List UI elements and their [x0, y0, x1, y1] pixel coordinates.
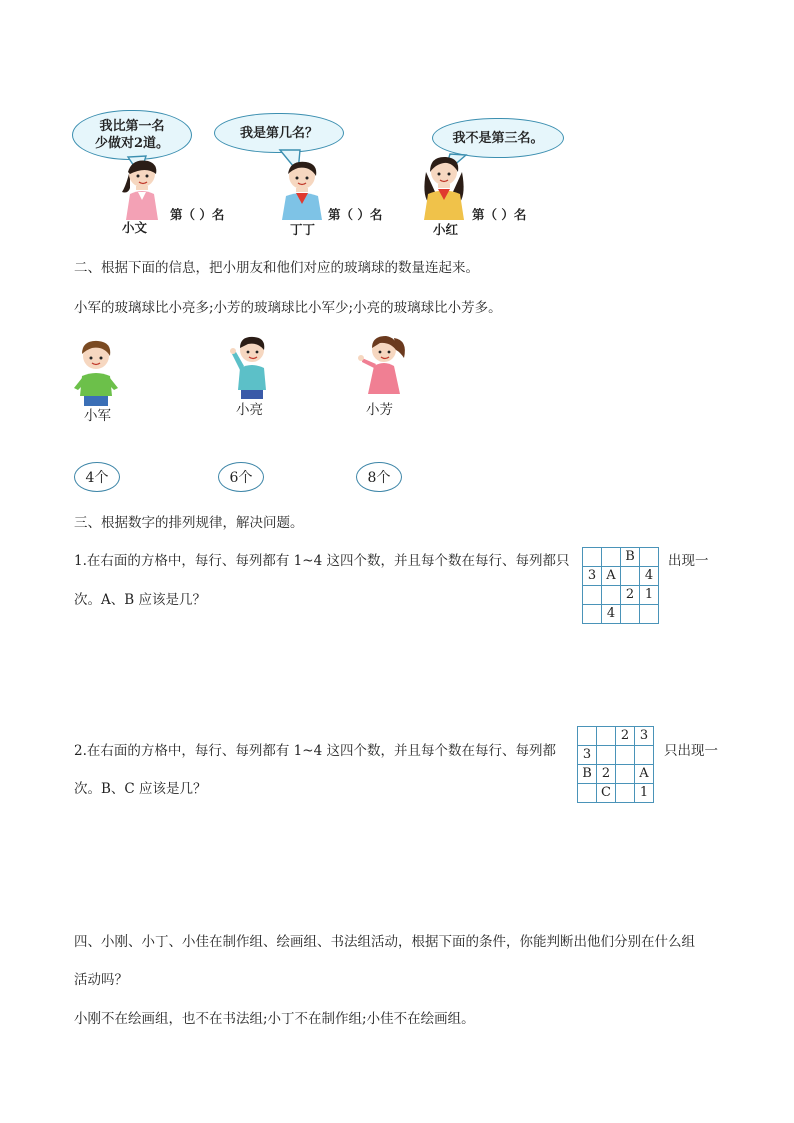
marble-count-8[interactable]: 8个	[356, 462, 402, 492]
grid-cell: 1	[635, 784, 654, 803]
grid-row	[583, 586, 659, 605]
grid-cell: 3	[578, 746, 597, 765]
grid-cell	[640, 605, 659, 624]
boy-xiaoliang-illustration	[228, 334, 272, 400]
question-2-line-2: 次。B、C 应该是几？	[74, 781, 207, 797]
kid-name-xiaowen: 小文	[122, 220, 148, 235]
boy-dingding-illustration	[274, 160, 330, 220]
grid-cell: A	[602, 567, 621, 586]
speech-line: 我是第几名？	[239, 125, 318, 141]
question-1-line-1-tail: 出现一	[668, 553, 709, 569]
grid-cell: B	[621, 548, 640, 567]
grid-row	[578, 746, 654, 765]
girl-xiaohong-illustration	[418, 154, 470, 220]
grid-cell	[578, 784, 597, 803]
grid-cell	[602, 586, 621, 605]
grid-row	[578, 765, 654, 784]
grid-cell	[583, 605, 602, 624]
section-3-title: 三、根据数字的排列规律，解决问题。	[74, 515, 304, 531]
grid-cell: 2	[597, 765, 616, 784]
section-4-title-line-1: 四、小刚、小丁、小佳在制作组、绘画组、书法组活动，根据下面的条件，你能判断出他们分别在什么组	[74, 934, 695, 950]
grid-cell	[583, 586, 602, 605]
marble-count-4[interactable]: 4个	[74, 462, 120, 492]
grid-cell: B	[578, 765, 597, 784]
rank-blank-dingding: 第（ ）名	[328, 207, 383, 222]
grid-cell	[616, 746, 635, 765]
grid-cell	[640, 548, 659, 567]
section-4-info: 小刚不在绘画组，也不在书法组;小丁不在制作组;小佳不在绘画组。	[74, 1011, 475, 1027]
grid-cell	[635, 746, 654, 765]
section-2-info: 小军的玻璃球比小亮多;小芳的玻璃球比小军少;小亮的玻璃球比小芳多。	[74, 300, 502, 316]
question-2-line-1-tail: 只出现一	[664, 743, 718, 759]
grid-row	[583, 605, 659, 624]
grid-cell	[597, 727, 616, 746]
section-4-title-line-2: 活动吗？	[74, 972, 128, 988]
marble-count-6[interactable]: 6个	[218, 462, 264, 492]
grid-cell	[578, 727, 597, 746]
grid-cell: 3	[635, 727, 654, 746]
grid-cell: 3	[583, 567, 602, 586]
speech-line: 我比第一名	[99, 119, 165, 134]
speech-line: 我不是第三名。	[452, 130, 544, 146]
girl-xiaowen-illustration	[118, 158, 170, 220]
rank-blank-xiaohong: 第（ ）名	[472, 207, 527, 222]
grid-cell: 2	[616, 727, 635, 746]
grid-cell: 2	[621, 586, 640, 605]
grid-cell	[583, 548, 602, 567]
grid-cell	[621, 567, 640, 586]
kid-name-xiaojun: 小军	[84, 408, 111, 424]
grid-row	[578, 784, 654, 803]
grid-row	[578, 727, 654, 746]
question-2-line-1: 2.在右面的方格中，每行、每列都有 1~4 这四个数，并且每个数在每行、每列都	[74, 743, 556, 759]
grid-cell: 1	[640, 586, 659, 605]
grid-cell	[621, 605, 640, 624]
grid-cell: A	[635, 765, 654, 784]
grid-cell	[602, 548, 621, 567]
section-2-title: 二、根据下面的信息，把小朋友和他们对应的玻璃球的数量连起来。	[74, 260, 479, 276]
kid-name-xiaoliang: 小亮	[236, 402, 263, 418]
grid-cell	[597, 746, 616, 765]
grid-cell: 4	[640, 567, 659, 586]
question-1-line-1: 1.在右面的方格中，每行、每列都有 1~4 这四个数，并且每个数在每行、每列都只	[74, 553, 570, 569]
grid-row	[583, 548, 659, 567]
bubble-tails	[0, 0, 794, 260]
grid-cell	[616, 784, 635, 803]
grid-cell: C	[597, 784, 616, 803]
number-grid-2	[577, 726, 654, 803]
boy-xiaojun-illustration	[72, 338, 120, 408]
girl-xiaofang-illustration	[356, 332, 412, 400]
grid-cell	[616, 765, 635, 784]
grid-row	[583, 567, 659, 586]
kid-name-xiaohong: 小红	[433, 222, 459, 237]
number-grid-1	[582, 547, 659, 624]
speech-line: 少做对2道。	[94, 136, 170, 151]
grid-cell: 4	[602, 605, 621, 624]
question-1-line-2: 次。A、B 应该是几？	[74, 592, 206, 608]
kid-name-dingding: 丁丁	[290, 222, 316, 237]
rank-blank-xiaowen: 第（ ）名	[170, 207, 225, 222]
kid-name-xiaofang: 小芳	[366, 402, 393, 418]
